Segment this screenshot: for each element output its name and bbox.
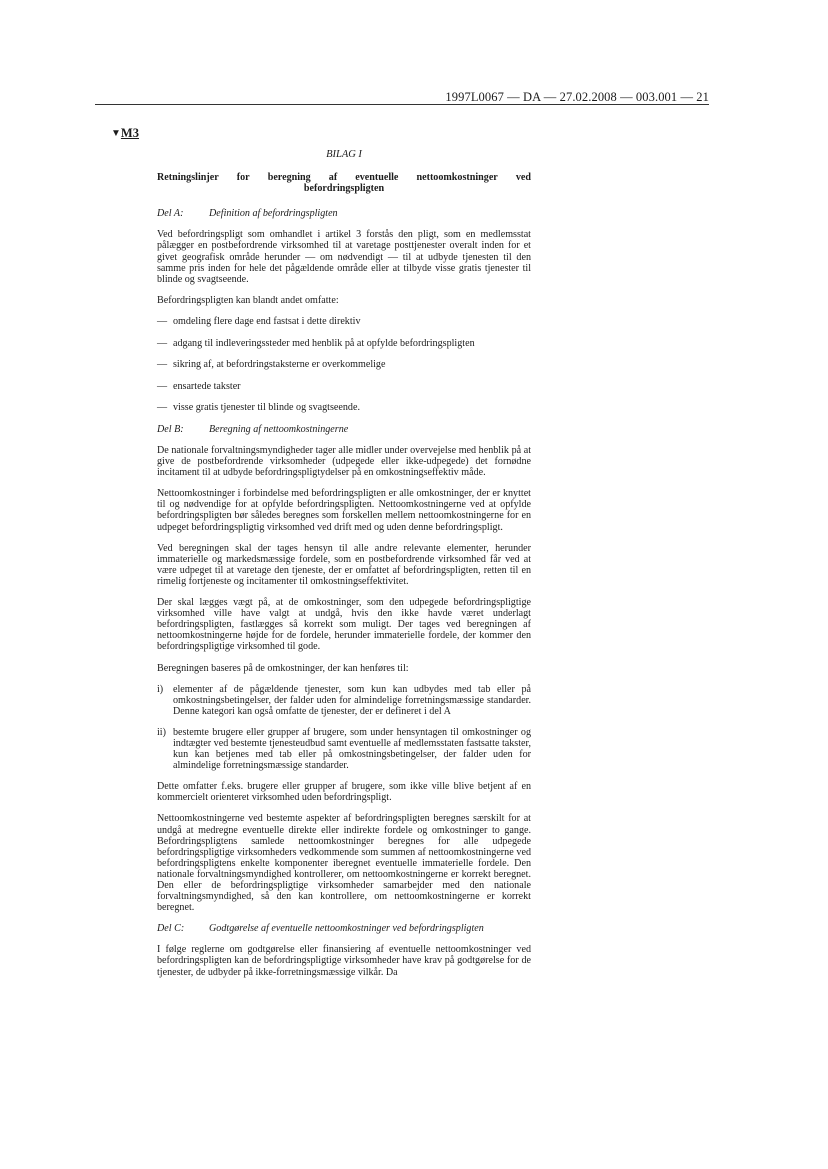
annex-heading xyxy=(157,172,531,194)
roman-numeral: ii) xyxy=(157,726,166,738)
heading-word: for xyxy=(236,172,250,184)
amendment-marker xyxy=(111,126,139,141)
triangle-icon: ▼ xyxy=(111,128,121,139)
list-item xyxy=(157,402,531,413)
heading-word: af xyxy=(328,172,338,184)
part-label: Del B: xyxy=(157,423,184,435)
list-item xyxy=(157,359,531,370)
paragraph: Dette omfatter f.eks. brugere eller grupper af brugere, som ikke ville blive betjent af en kommercielt orienteret virksomhed uden befordringspligt. xyxy=(157,781,531,804)
heading-word: beregning xyxy=(267,172,311,184)
roman-numeral: i) xyxy=(157,683,164,695)
list-item-text: sikring af, at befordringstaksterne er overkommelige xyxy=(173,359,386,371)
heading-word: eventuelle xyxy=(355,172,399,184)
paragraph: Ved beregningen skal der tages hensyn til alle andre relevante elementer, herunder immaterielle og markedsmæssige fordele, som en postbefordrende virksomhed får ved at være udpeget til at varetage den tjeneste, der er omfattet af befordringspligten, retten til en rimelig fortjeneste og incitamenter til omkostningseffektivitet. xyxy=(157,542,531,587)
part-title: Godtgørelse af eventuelle nettoomkostninger ved befordringspligten xyxy=(209,923,484,935)
paragraph: De nationale forvaltningsmyndigheder tager alle midler under overvejelse med henblik på at give de postbefordrende virksomheder (udpegede eller ikke-udpegede) det fornødne incitament til at udbyde befordringspligtydelser på en omkostningseffektiv måde. xyxy=(157,445,531,479)
list-item-text: ensartede takster xyxy=(173,380,241,392)
list-item xyxy=(157,316,531,327)
dash-bullet: — xyxy=(157,359,168,371)
list-item-text: adgang til indleveringssteder med henblik på at opfylde befordringspligten xyxy=(173,337,475,349)
dash-bullet: — xyxy=(157,380,168,392)
document-reference: 1997L0067 — DA — 27.02.2008 — 003.001 — 21 xyxy=(445,90,709,104)
paragraph: Nettoomkostningerne ved bestemte aspekter af befordringspligten beregnes særskilt for at undgå at medregne eventuelle direkte eller indirekte fordele og omkostninger to gange. Befordringspligtens samlede nettoomkostninger beregnes for alle udpegede befordringspligtige virksomheders vedkommende som summen af nettoomkostningerne ved befordringspligtens enkelte komponenter iberegnet eventuelle immaterielle fordele. Den nationale forvaltningsmyndighed kontrollerer, om nettoomkostningerne er korrekt beregnet. Den eller de befordringspligtige virksomheder samarbejder med den nationale forvaltningsmyndighed, så den kan kontrollere, om nettoomkostningerne er korrekt beregnet. xyxy=(157,813,531,914)
roman-item-text: elementer af de pågældende tjenester, som kun kan udbydes med tab eller på omkostningsbetingelser, der falder uden for almindelige forretningsmæssige standarder. Denne kategori kan også omfatte de tjenester, der er defineret i del A xyxy=(173,683,531,717)
paragraph: Der skal lægges vægt på, at de omkostninger, som den udpegede befordringspligtige virksomhed ville have valgt at undgå, hvis den ikke havde været underlagt befordringspligten, fastlægges så korrekt som muligt. Der tages ved beregningen af nettoomkostningerne højde for de fordele, herunder immaterielle fordele, der kommer den befordringspligtige virksomhed til gode. xyxy=(157,597,531,653)
amendment-link[interactable]: M3 xyxy=(120,126,139,140)
part-b-heading xyxy=(157,424,531,435)
paragraph: Ved befordringspligt som omhandlet i artikel 3 forstås den pligt, som en medlemsstat pålægger en postbefordrende virksomhed til at varetage posttjenester overalt inden for et givet geografisk område herunder — om nødvendigt — til at udbyde tjenesten til den samme pris inden for hele det pågældende område eller at tilbyde visse gratis tjenester til blinde og svagtseende. xyxy=(157,229,531,285)
dash-bullet: — xyxy=(157,402,168,414)
part-title: Beregning af nettoomkostningerne xyxy=(209,423,349,435)
heading-word: Retningslinjer xyxy=(157,172,219,184)
annex-title: BILAG I xyxy=(326,149,362,160)
document-body xyxy=(157,149,531,988)
part-label: Del A: xyxy=(157,208,184,220)
list-item-text: omdeling flere dage end fastsat i dette direktiv xyxy=(173,315,361,327)
dash-bullet: — xyxy=(157,337,168,349)
page-header xyxy=(95,90,709,106)
paragraph: Nettoomkostninger i forbindelse med befordringspligten er alle omkostninger, der er knyttet til og nødvendige for at opfylde befordringspligten. Nettoomkostningerne ved at opfylde befordringspligten bør således beregnes som forskellen mellem nettoomkostningerne for en udpeget befordringspligtig virksomhed ved drift med og uden denne befordringspligt. xyxy=(157,488,531,533)
dash-bullet: — xyxy=(157,315,168,327)
paragraph: Befordringspligten kan blandt andet omfatte: xyxy=(157,294,339,306)
roman-list-item xyxy=(157,684,531,717)
heading-word: ved xyxy=(515,172,531,184)
paragraph: Beregningen baseres på de omkostninger, der kan henføres til: xyxy=(157,662,409,674)
roman-item-text: bestemte brugere eller grupper af brugere, som under hensyntagen til omkostninger og indtægter ved bestemte tjenesteudbud samt eventuelle af medlemsstaten fastsatte takster, kun kan betjenes med tab eller på omkostningsbetingelser, der falder uden for almindelige forretningsmæssige standarder. xyxy=(173,726,531,772)
paragraph: I følge reglerne om godtgørelse eller finansiering af eventuelle nettoomkostninger ved befordringspligten kan de befordringspligtige virksomheder have krav på godtgørelse for de tjenester, de udbyder på ikke-forretningsmæssige vilkår. Da xyxy=(157,944,531,978)
list-item xyxy=(157,338,531,349)
heading-line-1 xyxy=(157,172,531,183)
header-rule xyxy=(95,104,709,105)
heading-line-2: befordringspligten xyxy=(303,183,385,195)
list-item-text: visse gratis tjenester til blinde og svagtseende. xyxy=(173,402,360,414)
part-a-heading xyxy=(157,208,531,219)
list-item xyxy=(157,381,531,392)
heading-word: nettoomkostninger xyxy=(416,172,498,184)
part-title: Definition af befordringspligten xyxy=(209,208,338,220)
part-c-heading xyxy=(157,923,531,934)
roman-list-item xyxy=(157,727,531,771)
part-label: Del C: xyxy=(157,923,185,935)
